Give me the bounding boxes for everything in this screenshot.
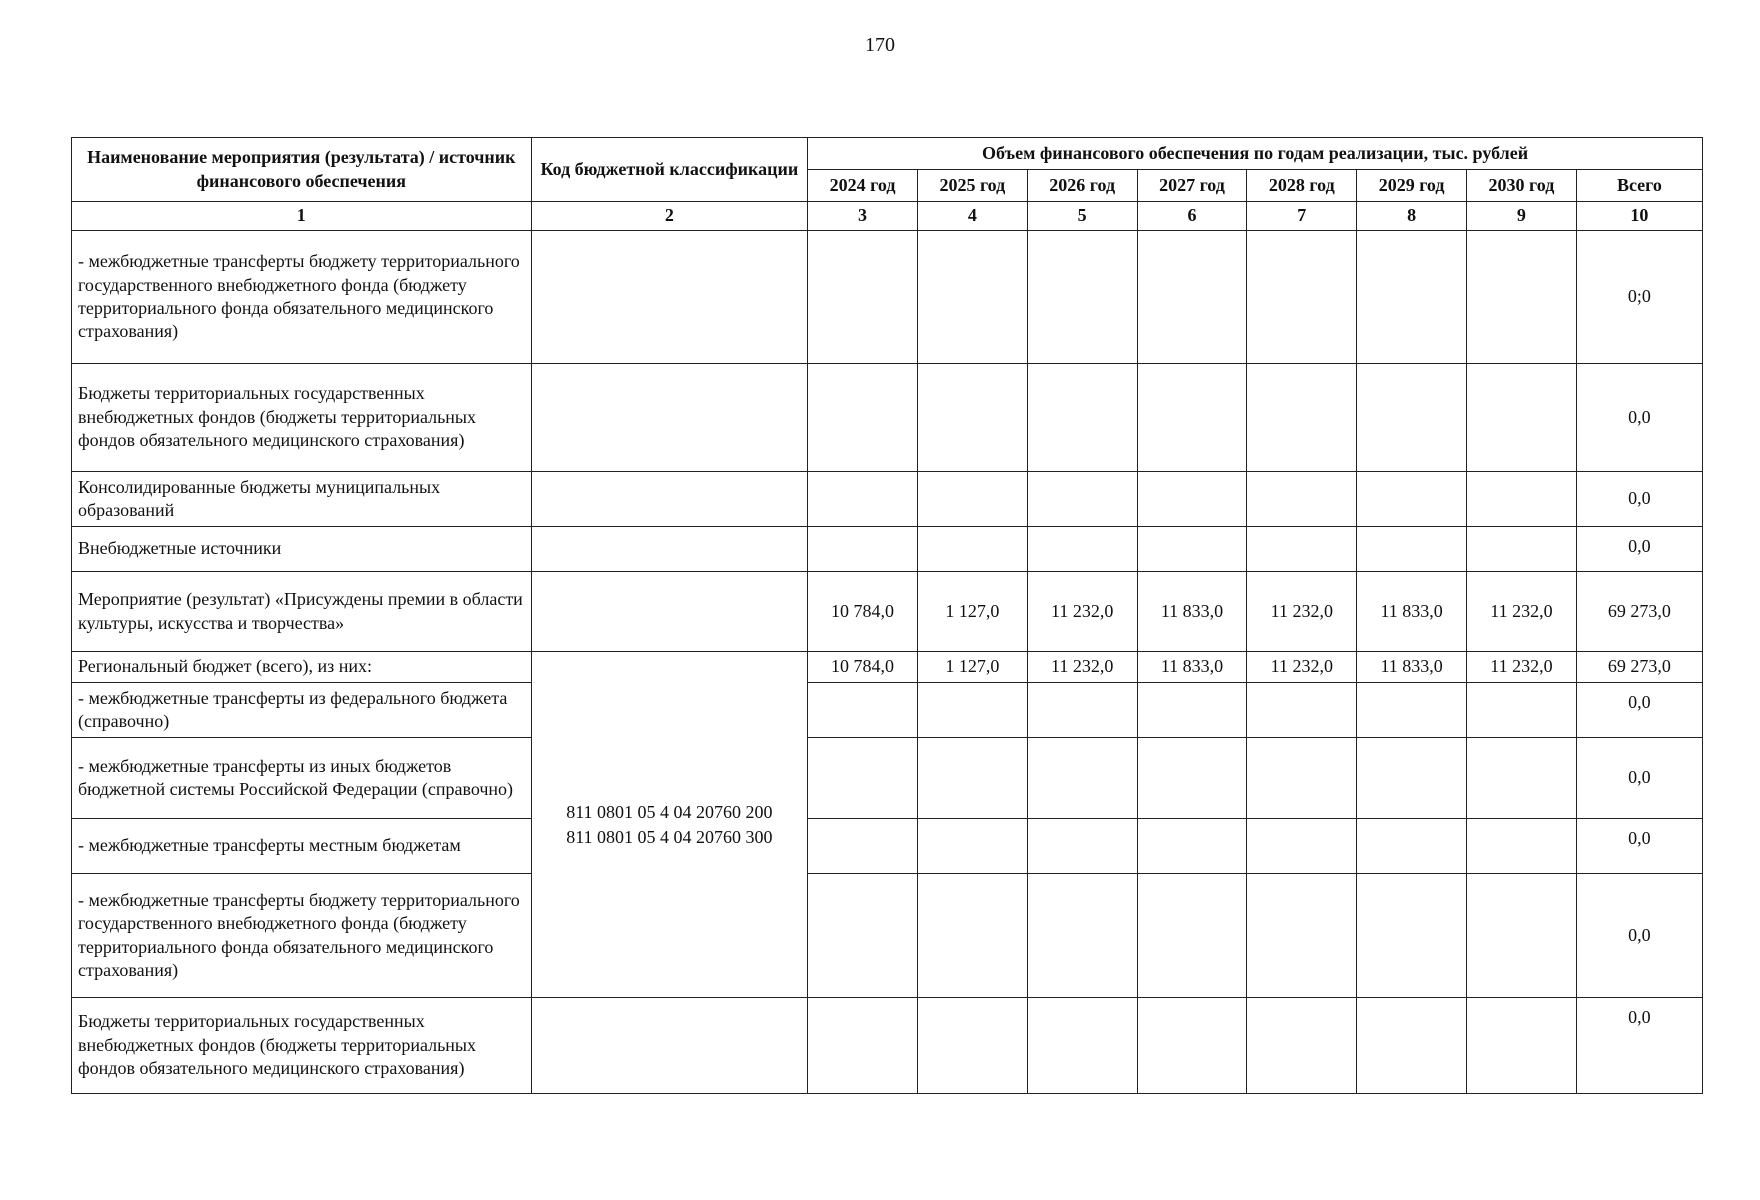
value-cell <box>1467 874 1577 998</box>
value-cell <box>1467 819 1577 874</box>
table-row <box>72 683 1703 738</box>
value-cell: 11 833,0 <box>1137 652 1247 683</box>
total-cell: 0,0 <box>1576 819 1702 874</box>
header-code: Код бюджетной классификации <box>531 138 808 202</box>
value-cell <box>1467 527 1577 572</box>
value-cell <box>1027 527 1137 572</box>
table-row <box>72 738 1703 819</box>
value-cell <box>917 683 1027 738</box>
value-cell <box>1247 683 1357 738</box>
column-number: 8 <box>1357 202 1467 231</box>
value-cell <box>1357 527 1467 572</box>
column-number: 10 <box>1576 202 1702 231</box>
column-number: 4 <box>917 202 1027 231</box>
row-name: - межбюджетные трансферты местным бюджетам <box>72 819 532 874</box>
column-number: 9 <box>1467 202 1577 231</box>
header-year-2030: 2030 год <box>1467 170 1577 202</box>
value-cell: 11 232,0 <box>1467 572 1577 652</box>
row-name: Региональный бюджет (всего), из них: <box>72 652 532 683</box>
value-cell <box>1467 472 1577 527</box>
value-cell <box>1357 472 1467 527</box>
value-cell: 11 232,0 <box>1467 652 1577 683</box>
header-name: Наименование мероприятия (результата) / источник финансового обеспечения <box>72 138 532 202</box>
value-cell <box>1467 998 1577 1094</box>
value-cell <box>1247 998 1357 1094</box>
value-cell: 11 232,0 <box>1247 652 1357 683</box>
table-row <box>72 231 1703 364</box>
table-row <box>72 527 1703 572</box>
row-name: Бюджеты территориальных государственных внебюджетных фондов (бюджеты территориальных фондов обязательного медицинского страхования) <box>72 998 532 1094</box>
value-cell <box>1467 364 1577 472</box>
column-number: 1 <box>72 202 532 231</box>
value-cell <box>1357 738 1467 819</box>
column-number: 2 <box>531 202 808 231</box>
value-cell <box>808 874 918 998</box>
row-name: Бюджеты территориальных государственных внебюджетных фондов (бюджеты территориальных фондов обязательного медицинского страхования) <box>72 364 532 472</box>
total-cell: 0,0 <box>1576 998 1702 1094</box>
header-year-2026: 2026 год <box>1027 170 1137 202</box>
value-cell <box>1467 738 1577 819</box>
value-cell <box>1027 998 1137 1094</box>
value-cell <box>1027 472 1137 527</box>
total-cell: 0,0 <box>1576 472 1702 527</box>
table-row <box>72 819 1703 874</box>
table-row <box>72 572 1703 652</box>
value-cell <box>917 738 1027 819</box>
value-cell <box>1137 527 1247 572</box>
page-number: 170 <box>865 34 895 56</box>
value-cell <box>1137 874 1247 998</box>
value-cell <box>1247 472 1357 527</box>
value-cell <box>917 527 1027 572</box>
column-number: 7 <box>1247 202 1357 231</box>
total-cell: 0;0 <box>1576 231 1702 364</box>
value-cell <box>1247 527 1357 572</box>
value-cell <box>1027 683 1137 738</box>
column-number: 6 <box>1137 202 1247 231</box>
header-year-2024: 2024 год <box>808 170 918 202</box>
total-cell: 69 273,0 <box>1576 572 1702 652</box>
total-cell: 0,0 <box>1576 683 1702 738</box>
value-cell <box>1137 683 1247 738</box>
value-cell <box>1247 819 1357 874</box>
value-cell <box>808 998 918 1094</box>
row-name: Мероприятие (результат) «Присуждены премии в области культуры, искусства и творчества» <box>72 572 532 652</box>
row-name: - межбюджетные трансферты из иных бюджетов бюджетной системы Российской Федерации (справочно) <box>72 738 532 819</box>
value-cell <box>917 364 1027 472</box>
merged-code-cell <box>531 652 808 998</box>
value-cell <box>1247 231 1357 364</box>
header-total: Всего <box>1576 170 1702 202</box>
value-cell <box>1137 231 1247 364</box>
header-volume: Объем финансового обеспечения по годам реализации, тыс. рублей <box>808 138 1703 170</box>
value-cell: 10 784,0 <box>808 572 918 652</box>
total-cell: 0,0 <box>1576 738 1702 819</box>
row-code <box>531 364 808 472</box>
value-cell <box>808 472 918 527</box>
row-code <box>531 472 808 527</box>
row-name: - межбюджетные трансферты бюджету территориального государственного внебюджетного фонда (бюджету территориального фонда обязательного медицинского страхования) <box>72 231 532 364</box>
budget-table <box>71 137 1703 1094</box>
value-cell: 11 833,0 <box>1357 572 1467 652</box>
table-row <box>72 874 1703 998</box>
table-row <box>72 364 1703 472</box>
value-cell: 10 784,0 <box>808 652 918 683</box>
value-cell <box>1247 738 1357 819</box>
value-cell <box>917 472 1027 527</box>
value-cell: 1 127,0 <box>917 572 1027 652</box>
value-cell <box>1137 998 1247 1094</box>
value-cell <box>1027 231 1137 364</box>
total-cell: 69 273,0 <box>1576 652 1702 683</box>
value-cell <box>1027 819 1137 874</box>
total-cell: 0,0 <box>1576 527 1702 572</box>
row-name: Консолидированные бюджеты муниципальных образований <box>72 472 532 527</box>
value-cell: 11 833,0 <box>1357 652 1467 683</box>
header-year-2029: 2029 год <box>1357 170 1467 202</box>
header-year-2027: 2027 год <box>1137 170 1247 202</box>
header-year-2025: 2025 год <box>917 170 1027 202</box>
value-cell: 1 127,0 <box>917 652 1027 683</box>
row-code <box>531 998 808 1094</box>
value-cell <box>1137 738 1247 819</box>
row-name: - межбюджетные трансферты из федерального бюджета (справочно) <box>72 683 532 738</box>
value-cell <box>917 819 1027 874</box>
value-cell <box>1357 819 1467 874</box>
value-cell <box>808 231 918 364</box>
value-cell <box>1247 874 1357 998</box>
value-cell <box>1467 231 1577 364</box>
row-name: - межбюджетные трансферты бюджету территориального государственного внебюджетного фонда (бюджету территориального фонда обязательного медицинского страхования) <box>72 874 532 998</box>
table-row <box>72 472 1703 527</box>
value-cell <box>1137 364 1247 472</box>
value-cell <box>808 819 918 874</box>
value-cell <box>1137 819 1247 874</box>
value-cell <box>1137 472 1247 527</box>
total-cell: 0,0 <box>1576 364 1702 472</box>
value-cell <box>917 231 1027 364</box>
value-cell <box>1027 738 1137 819</box>
table-row <box>72 652 1703 683</box>
value-cell <box>1027 874 1137 998</box>
value-cell <box>1357 364 1467 472</box>
value-cell <box>1027 364 1137 472</box>
header-year-2028: 2028 год <box>1247 170 1357 202</box>
row-code <box>531 231 808 364</box>
row-name: Внебюджетные источники <box>72 527 532 572</box>
value-cell: 11 232,0 <box>1027 652 1137 683</box>
value-cell <box>1357 231 1467 364</box>
value-cell <box>1467 683 1577 738</box>
value-cell <box>808 527 918 572</box>
value-cell <box>808 683 918 738</box>
value-cell <box>1357 874 1467 998</box>
value-cell <box>1357 683 1467 738</box>
value-cell <box>1247 364 1357 472</box>
table-row <box>72 998 1703 1094</box>
total-cell: 0,0 <box>1576 874 1702 998</box>
row-code <box>531 527 808 572</box>
value-cell: 11 232,0 <box>1247 572 1357 652</box>
value-cell: 11 232,0 <box>1027 572 1137 652</box>
value-cell <box>917 874 1027 998</box>
value-cell <box>808 738 918 819</box>
value-cell <box>1357 998 1467 1094</box>
value-cell: 11 833,0 <box>1137 572 1247 652</box>
code-line: 811 0801 05 4 04 20760 200 <box>566 802 773 823</box>
code-line: 811 0801 05 4 04 20760 300 <box>566 826 773 847</box>
column-number: 3 <box>808 202 918 231</box>
row-code <box>531 572 808 652</box>
value-cell <box>808 364 918 472</box>
column-number: 5 <box>1027 202 1137 231</box>
value-cell <box>917 998 1027 1094</box>
